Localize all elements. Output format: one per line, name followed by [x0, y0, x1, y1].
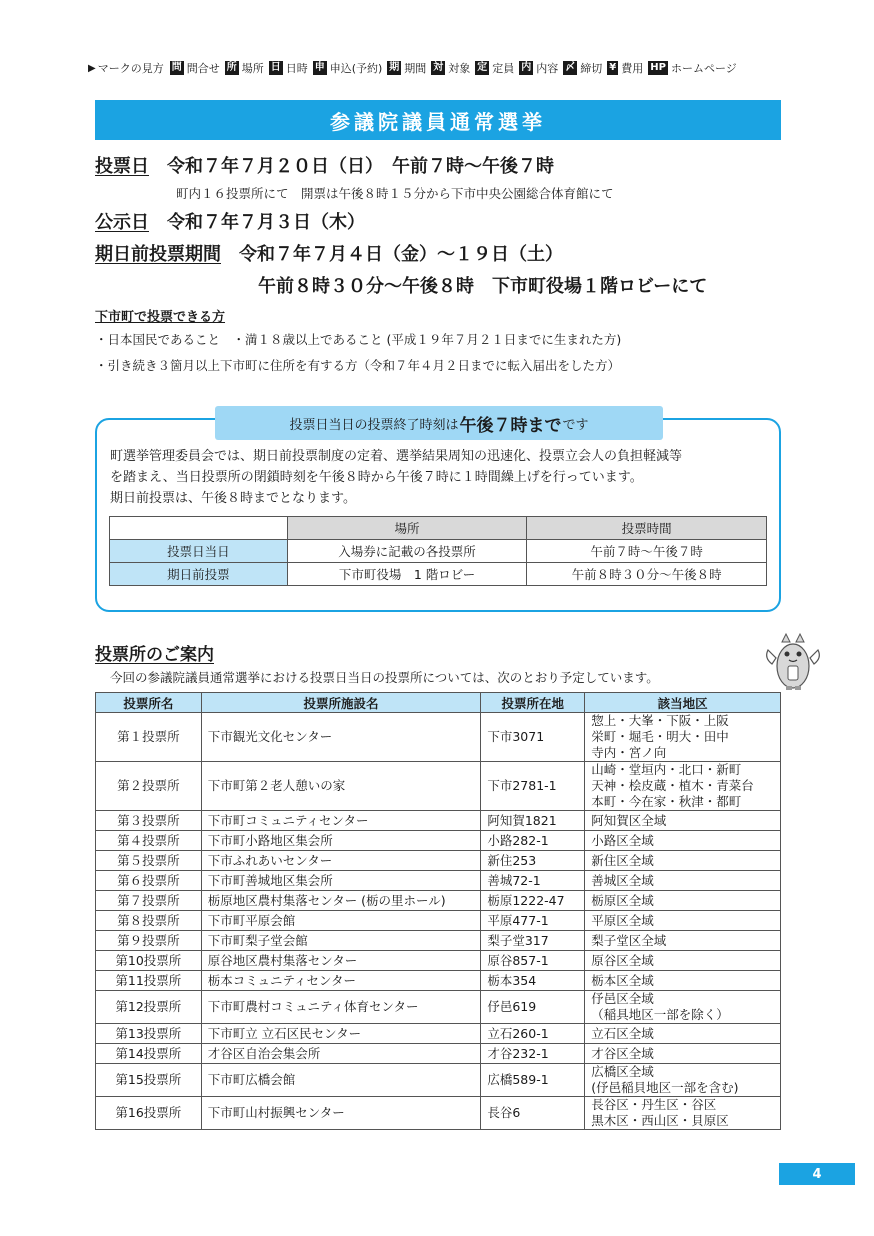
table-row — [96, 1097, 781, 1130]
table-row — [96, 811, 781, 831]
legend-chip-icon: 内 — [521, 62, 532, 73]
table-row — [96, 931, 781, 951]
station-facility: 下市ふれあいセンター — [201, 851, 481, 871]
early-vote-value: 令和７年７月４日（金）～１９日（土） — [239, 244, 563, 265]
station-facility: 下市町農村コミュニティ体育センター — [201, 991, 481, 1024]
mascot-character-icon — [762, 628, 824, 692]
station-facility: 下市町平原会館 — [201, 911, 481, 931]
area-line: 栃原区全域 — [591, 892, 654, 908]
area-line: 栄町・堀毛・明大・田中 — [591, 729, 729, 744]
voting-hours-table — [109, 516, 767, 586]
row-place: 入場券に記載の各投票所 — [287, 540, 527, 563]
area-line: 広橋区全域 — [591, 1064, 654, 1079]
area-line: 立石区全域 — [591, 1025, 654, 1041]
station-areas — [585, 1024, 781, 1044]
station-address: 広橋589-1 — [481, 1064, 585, 1097]
legend-label: 問合せ — [186, 62, 220, 75]
area-line: 善城区全域 — [591, 872, 654, 888]
station-address: 平原477-1 — [481, 911, 585, 931]
table-header-time: 投票時間 — [527, 517, 767, 540]
legend-item — [648, 60, 736, 76]
station-name: 第６投票所 — [96, 871, 202, 891]
vote-day-value: 令和７年７月２０日（日） 午前７時～午後７時 — [167, 156, 554, 177]
guide-heading: 投票所のご案内 — [95, 645, 214, 665]
area-line: 阿知賀区全域 — [591, 812, 667, 828]
area-line: （稲具地区一部を除く） — [591, 1007, 729, 1022]
station-facility: 下市町広橋会館 — [201, 1064, 481, 1097]
station-name: 第８投票所 — [96, 911, 202, 931]
header-address: 投票所在地 — [481, 693, 585, 713]
station-name: 第14投票所 — [96, 1044, 202, 1064]
table-row — [96, 851, 781, 871]
legend-chip-icon: HP — [650, 62, 666, 73]
station-areas — [585, 911, 781, 931]
vote-day-label: 投票日 — [95, 156, 149, 177]
station-name: 第３投票所 — [96, 811, 202, 831]
notice-body — [110, 446, 770, 509]
station-areas — [585, 831, 781, 851]
notice-tab-post: です — [562, 417, 589, 433]
station-facility: 下市観光文化センター — [201, 713, 481, 762]
station-address: 立石260-1 — [481, 1024, 585, 1044]
table-row — [96, 991, 781, 1024]
station-address: 栃原1222-47 — [481, 891, 585, 911]
polling-stations-table — [95, 692, 781, 1130]
area-line: 梨子堂区全域 — [591, 932, 667, 948]
notice-tab-pre: 投票日当日の投票終了時刻は — [289, 417, 459, 433]
header-station-name: 投票所名 — [96, 693, 202, 713]
legend-item — [563, 60, 602, 76]
station-facility: 原谷地区農村集落センター — [201, 951, 481, 971]
legend-chip-icon: 申 — [314, 62, 325, 73]
legend-label: 対象 — [448, 62, 471, 75]
legend-item — [225, 60, 264, 76]
legend-label: 定員 — [492, 62, 515, 75]
legend-item — [475, 60, 514, 76]
table-row — [96, 1044, 781, 1064]
station-address: 長谷6 — [481, 1097, 585, 1130]
station-facility: 下市町小路地区集会所 — [201, 831, 481, 851]
table-row — [96, 951, 781, 971]
header-areas: 該当地区 — [585, 693, 781, 713]
area-line: 惣上・大峯・下阪・上阪 — [591, 713, 729, 728]
table-row — [96, 911, 781, 931]
table-row — [110, 563, 767, 586]
station-address: 梨子堂317 — [481, 931, 585, 951]
area-line: 原谷区全域 — [591, 952, 654, 968]
legend-label: 期間 — [404, 62, 427, 75]
notice-tab-emphasis: 午後７時まで — [459, 415, 562, 436]
legend-chip-icon: 所 — [226, 62, 237, 73]
station-areas — [585, 1097, 781, 1130]
legend-item — [387, 60, 426, 76]
notice-line-2: を踏まえ、当日投票所の閉鎖時刻を午後８時から午後７時に１時間繰上げを行っています。 — [110, 470, 643, 485]
station-areas — [585, 951, 781, 971]
station-areas — [585, 1064, 781, 1097]
station-areas — [585, 871, 781, 891]
area-line: (伃邑稲貝地区一部を含む) — [591, 1080, 739, 1095]
early-vote-row — [95, 240, 563, 266]
legend-item — [519, 60, 558, 76]
station-name: 第１投票所 — [96, 713, 202, 762]
row-name: 投票日当日 — [110, 540, 288, 563]
station-address: 下市3071 — [481, 713, 585, 762]
vote-day-note: 町内１６投票所にて 開票は午後８時１５分から下市中央公園総合体育館にて — [176, 186, 614, 201]
station-areas — [585, 971, 781, 991]
area-line: 本町・今在家・秋津・都町 — [591, 794, 742, 809]
table-row — [96, 831, 781, 851]
notice-line-1: 町選挙管理委員会では、期日前投票制度の定着、選挙結果周知の迅速化、投票立会人の負担軽減等 — [110, 449, 683, 464]
vote-day-row — [95, 152, 554, 178]
station-facility: 下市町立 立石区民センター — [201, 1024, 481, 1044]
announce-day-row — [95, 208, 365, 234]
station-address: 小路282-1 — [481, 831, 585, 851]
legend-item — [269, 60, 308, 76]
conditions-heading: 下市町で投票できる方 — [95, 310, 226, 325]
table-row — [96, 871, 781, 891]
legend-label: 締切 — [580, 62, 603, 75]
station-name: 第12投票所 — [96, 991, 202, 1024]
row-time: 午前８時３０分～午後８時 — [527, 563, 767, 586]
row-place: 下市町役場 1 階ロビー — [287, 563, 527, 586]
early-vote-time: 午前８時３０分～午後８時 下市町役場１階ロビーにて — [258, 276, 708, 297]
station-address: 栃本354 — [481, 971, 585, 991]
table-row — [96, 971, 781, 991]
legend-intro: マークの見方 — [97, 62, 164, 75]
legend-label: 申込(予約) — [329, 62, 383, 75]
station-areas — [585, 851, 781, 871]
station-name: 第10投票所 — [96, 951, 202, 971]
area-line: 平原区全域 — [591, 912, 654, 928]
station-name: 第16投票所 — [96, 1097, 202, 1130]
station-address: 善城72-1 — [481, 871, 585, 891]
station-name: 第13投票所 — [96, 1024, 202, 1044]
legend-item — [313, 60, 383, 76]
early-vote-label: 期日前投票期間 — [95, 244, 221, 265]
station-areas — [585, 811, 781, 831]
legend-chip-icon: 対 — [433, 62, 444, 73]
row-name: 期日前投票 — [110, 563, 288, 586]
table-header-blank — [110, 517, 288, 540]
legend-item — [431, 60, 470, 76]
area-line: 伃邑区全域 — [591, 991, 654, 1006]
legend-chip-icon: 日 — [270, 62, 281, 73]
station-address: 原谷857-1 — [481, 951, 585, 971]
station-areas — [585, 762, 781, 811]
station-address: 才谷232-1 — [481, 1044, 585, 1064]
legend-label: 内容 — [536, 62, 559, 75]
station-facility: 才谷区自治会集会所 — [201, 1044, 481, 1064]
area-line: 寺内・宮ノ向 — [591, 745, 667, 760]
area-line: 長谷区・丹生区・谷区 — [591, 1097, 717, 1112]
station-facility: 栃本コミュニティセンター — [201, 971, 481, 991]
table-row — [96, 891, 781, 911]
announce-day-value: 令和７年７月３日（木） — [167, 212, 365, 233]
station-address: 伃邑619 — [481, 991, 585, 1024]
mark-legend — [88, 58, 808, 78]
station-areas — [585, 713, 781, 762]
station-name: 第５投票所 — [96, 851, 202, 871]
header-facility: 投票所施設名 — [201, 693, 481, 713]
guide-intro: 今回の参議院議員通常選挙における投票日当日の投票所については、次のとおり予定しています。 — [110, 670, 659, 685]
legend-chip-icon: ¥ — [609, 62, 617, 73]
notice-line-3: 期日前投票は、午後８時までとなります。 — [110, 491, 356, 506]
area-line: 小路区全域 — [591, 832, 654, 848]
station-areas — [585, 991, 781, 1024]
legend-chip-icon: 問 — [171, 62, 182, 73]
area-line: 黒木区・西山区・貝原区 — [591, 1113, 729, 1128]
station-areas — [585, 891, 781, 911]
legend-label: 日時 — [285, 62, 308, 75]
legend-label: ホームページ — [670, 62, 737, 75]
station-address: 阿知賀1821 — [481, 811, 585, 831]
station-name: 第４投票所 — [96, 831, 202, 851]
table-row — [96, 1024, 781, 1044]
table-row — [96, 1064, 781, 1097]
station-address: 下市2781-1 — [481, 762, 585, 811]
notice-tab — [215, 406, 663, 440]
station-facility: 下市町善城地区集会所 — [201, 871, 481, 891]
station-areas — [585, 1044, 781, 1064]
station-name: 第７投票所 — [96, 891, 202, 911]
station-facility: 栃原地区農村集落センター (栃の里ホール) — [201, 891, 481, 911]
legend-item — [170, 60, 220, 76]
area-line: 才谷区全域 — [591, 1045, 654, 1061]
station-facility: 下市町梨子堂会館 — [201, 931, 481, 951]
station-name: 第15投票所 — [96, 1064, 202, 1097]
legend-chip-icon: 定 — [477, 62, 488, 73]
area-line: 山崎・堂垣内・北口・新町 — [591, 762, 742, 777]
legend-label: 場所 — [241, 62, 264, 75]
station-facility: 下市町第２老人憩いの家 — [201, 762, 481, 811]
row-time: 午前７時～午後７時 — [527, 540, 767, 563]
area-line: 新住区全域 — [591, 852, 654, 868]
station-name: 第11投票所 — [96, 971, 202, 991]
legend-chip-icon: 〆 — [565, 62, 576, 73]
page-title: 参議院議員通常選挙 — [95, 100, 781, 140]
table-row — [96, 762, 781, 811]
conditions-line-1: ・日本国民であること ・満１８歳以上であること (平成１９年７月２１日までに生まれた方) — [95, 332, 622, 347]
station-address: 新住253 — [481, 851, 585, 871]
station-name: 第９投票所 — [96, 931, 202, 951]
table-row — [96, 713, 781, 762]
area-line: 天神・桧皮蔵・植木・青菜台 — [591, 778, 754, 793]
legend-item — [607, 60, 643, 76]
legend-label: 費用 — [621, 62, 644, 75]
legend-chip-icon: 期 — [389, 62, 400, 73]
triangle-icon: ▶ — [88, 62, 96, 74]
station-facility: 下市町コミュニティセンター — [201, 811, 481, 831]
conditions-line-2: ・引き続き３箇月以上下市町に住所を有する方（令和７年４月２日までに転入届出をした方） — [95, 358, 621, 373]
station-facility: 下市町山村振興センター — [201, 1097, 481, 1130]
station-name: 第２投票所 — [96, 762, 202, 811]
table-header-place: 場所 — [287, 517, 527, 540]
page-number: 4 — [779, 1163, 855, 1185]
station-areas — [585, 931, 781, 951]
table-row — [110, 540, 767, 563]
area-line: 栃本区全域 — [591, 972, 654, 988]
announce-day-label: 公示日 — [95, 212, 149, 233]
